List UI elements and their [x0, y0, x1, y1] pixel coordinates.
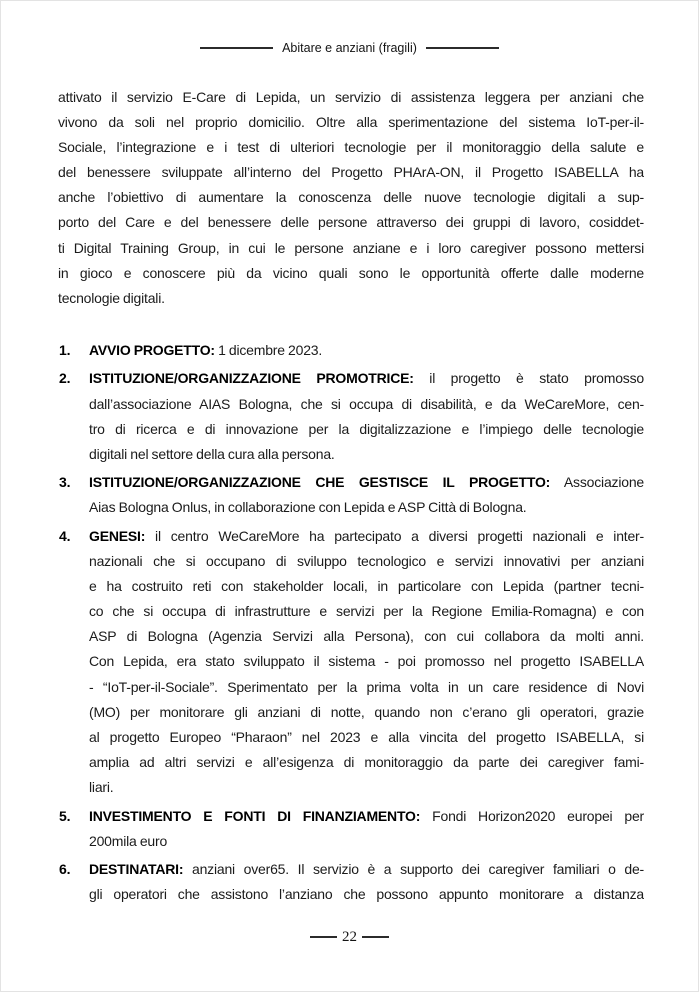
list-item-line: tro di ricerca e di innovazione per la digitalizzazione e l’impiego delle tecnologie	[89, 420, 644, 437]
page-header	[1, 41, 698, 55]
paragraph-line: anche l’obiettivo di aumentare la conoscenza delle nuove tecnologie digitali a sup-	[58, 189, 644, 206]
list-item-line: DESTINATARI: anziani over65. Il servizio è a supporto dei caregiver familiari o de-	[89, 861, 644, 878]
list-item-label: ISTITUZIONE/ORGANIZZAZIONE PROMOTRICE:	[89, 370, 414, 387]
list-item-line: Con Lepida, era stato sviluppato il sistema - poi promosso nel progetto ISABELLA	[89, 653, 644, 670]
list-item-line: co che si occupa di infrastrutture e servizi per la Regione Emilia-Romagna) e con	[89, 603, 644, 620]
paragraph-line: vivono da soli nel proprio domicilio. Oltre alla sperimentazione del sistema IoT-per-il-	[58, 114, 644, 131]
list-item-number: 1.	[59, 341, 71, 358]
paragraph-line: in gioco e conoscere più da vicino quali sono le opportunità offerte dalle moderne	[58, 264, 644, 281]
list-item-number: 3.	[59, 474, 71, 491]
list-item-number: 2.	[59, 370, 71, 387]
list-item-line: liari.	[89, 778, 114, 795]
list-item-line: ASP di Bologna (Agenzia Servizi alla Persona), con cui collabora da molti anni.	[89, 628, 644, 645]
list-item-line: digitali nel settore della cura alla persona.	[89, 445, 335, 462]
list-item-line: dall’associazione AIAS Bologna, che si occupa di disabilità, e da WeCareMore, cen-	[89, 395, 644, 412]
list-item-3	[58, 470, 644, 520]
header-rule-left	[200, 47, 273, 49]
list-item-label: ISTITUZIONE/ORGANIZZAZIONE CHE GESTISCE IL PROGETTO:	[89, 474, 551, 491]
page-footer	[1, 929, 698, 945]
intro-paragraph	[58, 85, 644, 311]
list-item-2	[58, 366, 644, 466]
list-item-number: 4.	[59, 528, 71, 544]
list-item-label: DESTINATARI:	[89, 861, 184, 878]
list-item-line: e ha costruito reti con stakeholder locali, in particolare con Lepida (partner tecni-	[89, 578, 644, 595]
list-item-4	[58, 524, 644, 800]
list-item-label: AVVIO PROGETTO:	[89, 341, 215, 358]
paragraph-line: Sociale, l’integrazione e i test di ulteriori tecnologie per il monitoraggio della salute e	[58, 139, 644, 156]
list-item-label: GENESI:	[89, 528, 146, 544]
list-item-6	[58, 857, 644, 907]
paragraph-line: ti Digital Training Group, in cui le persone anziane e i loro caregiver possono mettersi	[58, 239, 644, 256]
list-item-1	[58, 338, 644, 363]
list-item-line: INVESTIMENTO E FONTI DI FINANZIAMENTO: Fondi Horizon2020 europei per	[89, 807, 644, 824]
list-item-line: gli operatori che assistono l’anziano che possono appunto monitorare a distanza	[89, 886, 644, 903]
list-item-number: 5.	[59, 807, 71, 824]
footer-rule-left	[310, 936, 337, 938]
list-item-line: amplia ad altri servizi e all’esigenza di monitoraggio da parte dei caregiver fami-	[89, 753, 644, 770]
page-header-title: Abitare e anziani (fragili)	[282, 41, 417, 55]
list-item-line: al progetto Europeo “Pharaon” nel 2023 e alla vincita del progetto ISABELLA, si	[89, 728, 644, 745]
footer-page-number: 22	[342, 929, 357, 945]
list-item-line: 200mila euro	[89, 832, 168, 849]
list-item-line: (MO) per monitorare gli anziani di notte, quando non c’erano gli operatori, grazie	[89, 703, 644, 720]
list-item-line: - “IoT-per-il-Sociale”. Sperimentato per la prima volta in un care residence di Novi	[89, 678, 644, 695]
paragraph-line: porto del Care e del benessere delle persone attraverso dei gruppi di lavoro, cosiddet-	[58, 214, 644, 231]
project-list	[58, 338, 644, 908]
list-item-line: GENESI: il centro WeCareMore ha partecipato a diversi progetti nazionali e inter-	[89, 528, 644, 544]
footer-rule-right	[362, 936, 389, 938]
list-item-line: Aias Bologna Onlus, in collaborazione con Lepida e ASP Città di Bologna.	[89, 499, 527, 516]
list-item-number: 6.	[59, 861, 71, 878]
list-item-line: nazionali che si occupano di sviluppo tecnologico e servizi innovativi per anziani	[89, 553, 644, 570]
header-rule-right	[426, 47, 499, 49]
list-item-label: INVESTIMENTO E FONTI DI FINANZIAMENTO:	[89, 807, 421, 824]
page-content	[58, 85, 644, 907]
list-item-line: ISTITUZIONE/ORGANIZZAZIONE CHE GESTISCE IL PROGETTO: Associazione	[89, 474, 644, 491]
paragraph-line: attivato il servizio E-Care di Lepida, un servizio di assistenza leggera per anziani che	[58, 89, 644, 105]
list-item-5	[58, 804, 644, 854]
paragraph-line: tecnologie digitali.	[58, 289, 165, 306]
list-item-line: AVVIO PROGETTO: 1 dicembre 2023.	[89, 341, 323, 358]
paragraph-line: del benessere sviluppate all’interno del Progetto PHArA-ON, il Progetto ISABELLA ha	[58, 164, 644, 181]
list-item-line: ISTITUZIONE/ORGANIZZAZIONE PROMOTRICE: il progetto è stato promosso	[89, 370, 644, 387]
